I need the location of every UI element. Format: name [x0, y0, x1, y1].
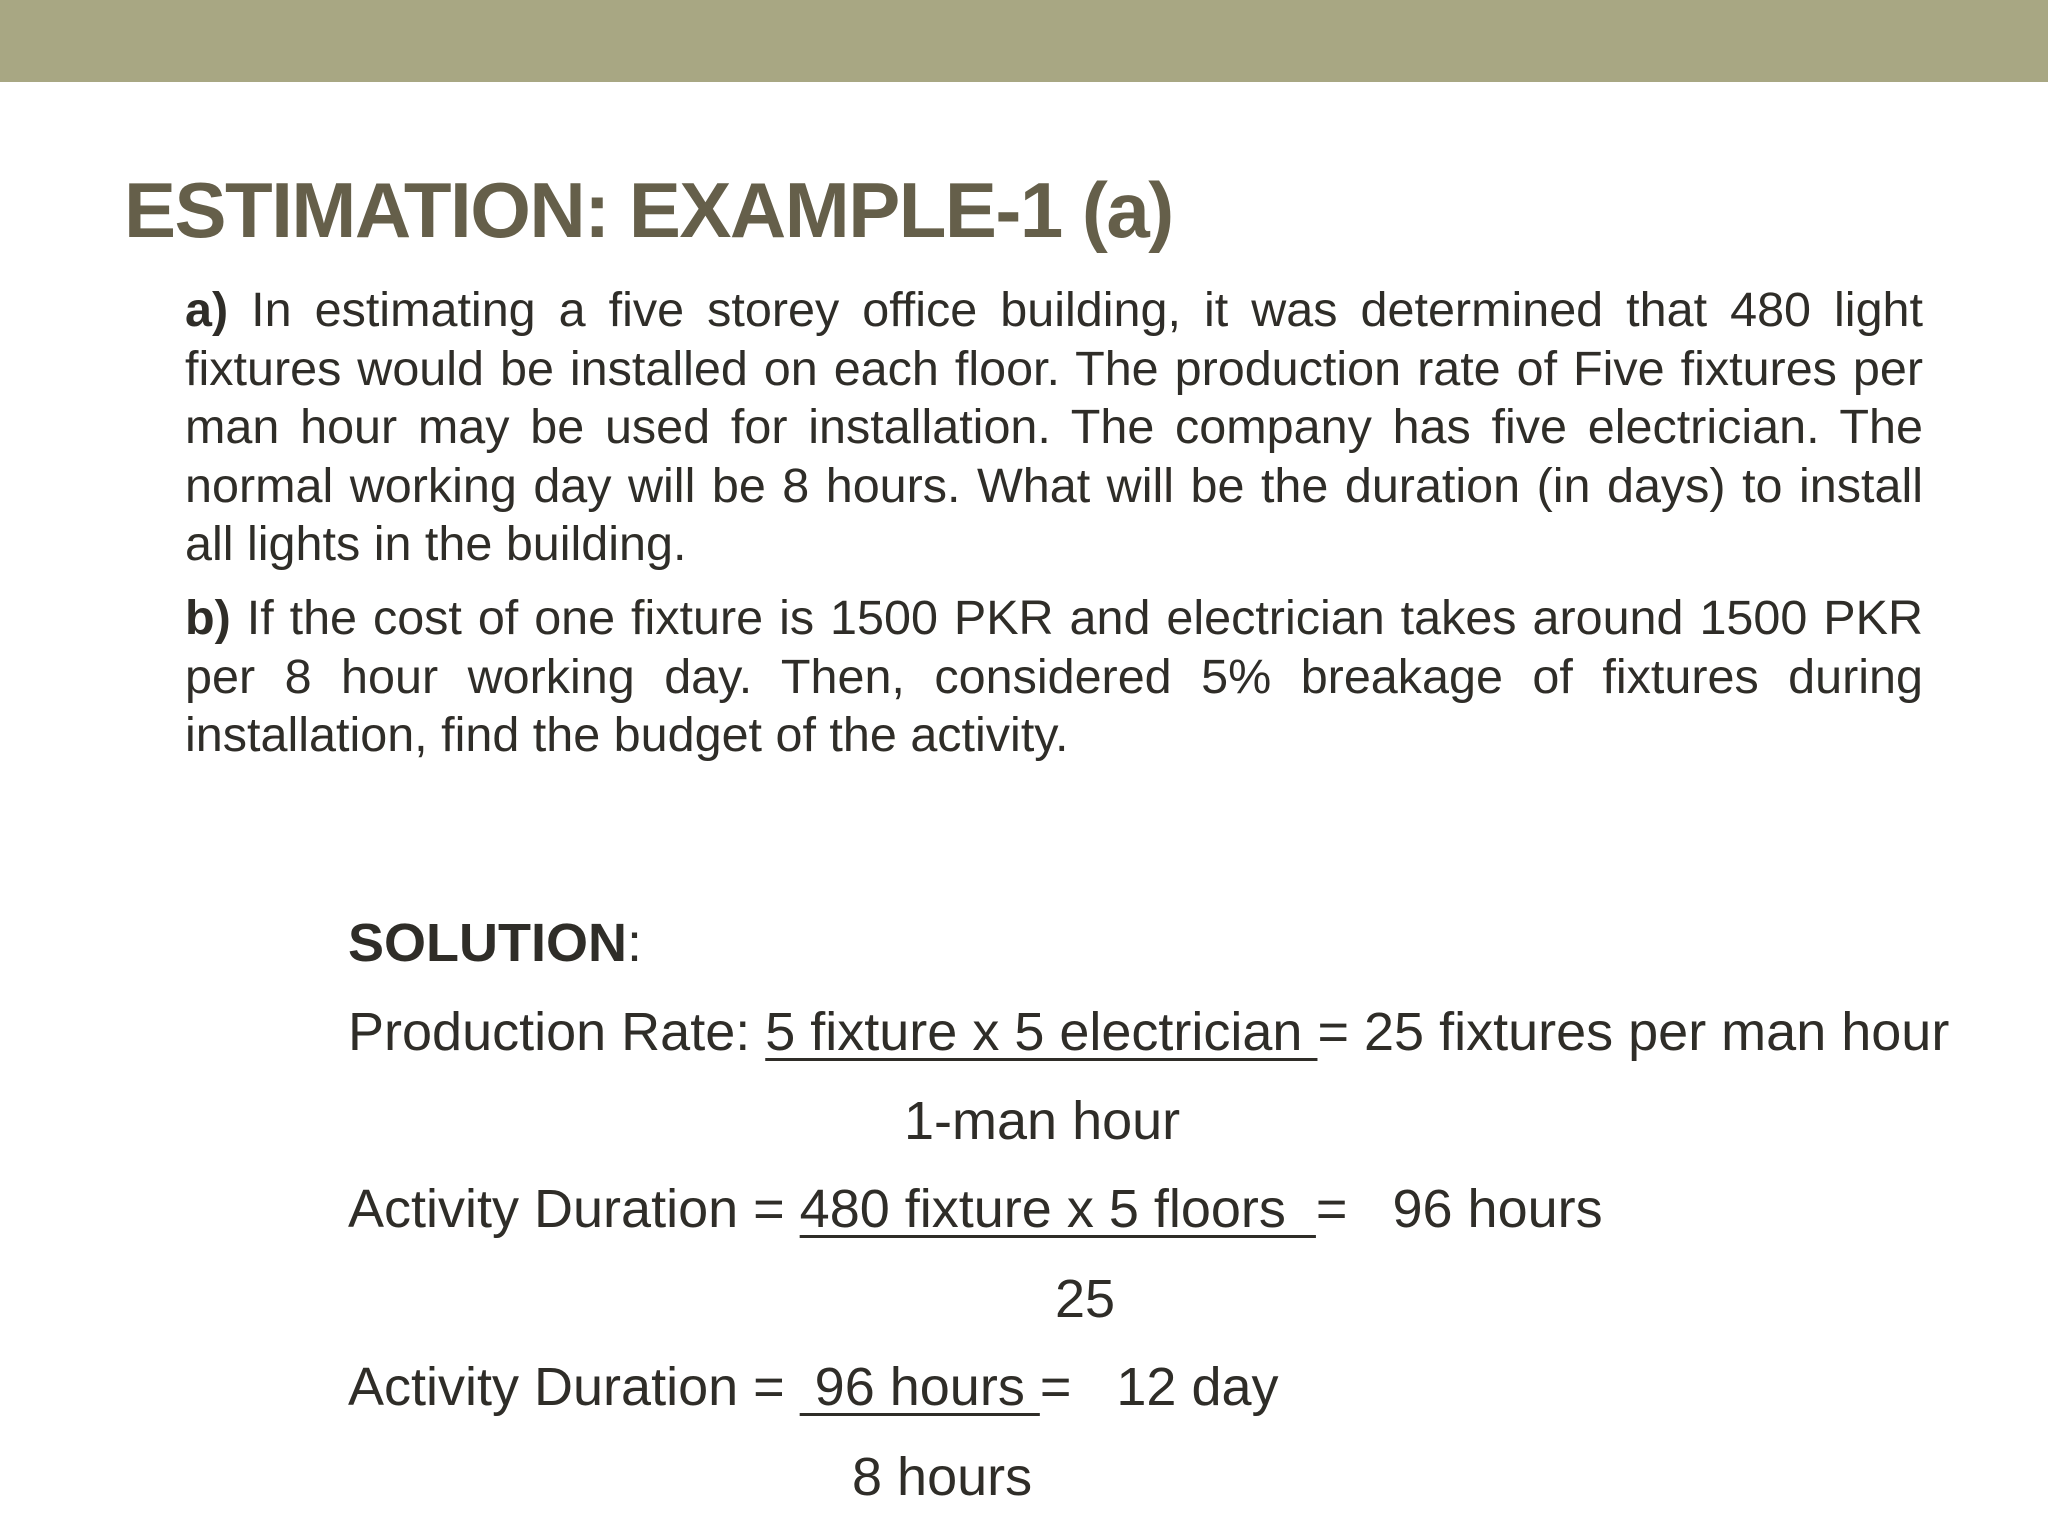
duration-hours-equation: [348, 1176, 1603, 1242]
solution-heading: [348, 910, 642, 976]
problem-a-paragraph: [185, 281, 1923, 574]
production-rate-label: Production Rate:: [348, 1002, 766, 1062]
duration-hours-label: Activity Duration =: [348, 1179, 800, 1239]
duration-days-label: Activity Duration =: [348, 1357, 800, 1417]
problem-a: [185, 281, 1923, 574]
problem-a-tag: a): [185, 283, 229, 337]
problem-b-text: If the cost of one fixture is 1500 PKR and electrician takes around 1500 PKR per 8 hour working day. Then, considered 5% breakage of fixtures during installation, find the budget of the activity.: [185, 591, 1923, 762]
duration-days-equation: [348, 1354, 1279, 1420]
problem-b-paragraph: [185, 589, 1923, 765]
duration-hours-result: = 96 hours: [1315, 1179, 1603, 1239]
problem-b: [185, 589, 1923, 765]
problem-a-text: In estimating a five storey office building, it was determined that 480 light fixtures would be installed on each floor. The production rate of Five fixtures per man hour may be used for installation. The company has five electrician. The normal working day will be 8 hours. What will be the duration (in days) to install all lights in the building.: [185, 283, 1923, 571]
production-rate-result: = 25 fixtures per man hour: [1317, 1002, 1950, 1062]
production-rate-numerator: 5 fixture x 5 electrician: [765, 1002, 1318, 1062]
slide-title: ESTIMATION: EXAMPLE-1 (a): [124, 166, 1173, 254]
duration-days-numerator: 96 hours: [799, 1357, 1040, 1417]
solution-heading-label: SOLUTION: [348, 913, 627, 973]
duration-days-result: = 12 day: [1039, 1357, 1279, 1417]
production-rate-equation: [348, 999, 1949, 1065]
header-bar: [0, 0, 2048, 82]
production-rate-denominator: 1-man hour: [904, 1091, 1181, 1151]
duration-hours-denominator: 25: [1055, 1269, 1116, 1329]
solution-heading-colon: :: [627, 913, 643, 973]
duration-hours-numerator: 480 fixture x 5 floors: [799, 1179, 1316, 1239]
problem-b-tag: b): [185, 591, 231, 645]
duration-days-denominator: 8 hours: [852, 1447, 1033, 1507]
